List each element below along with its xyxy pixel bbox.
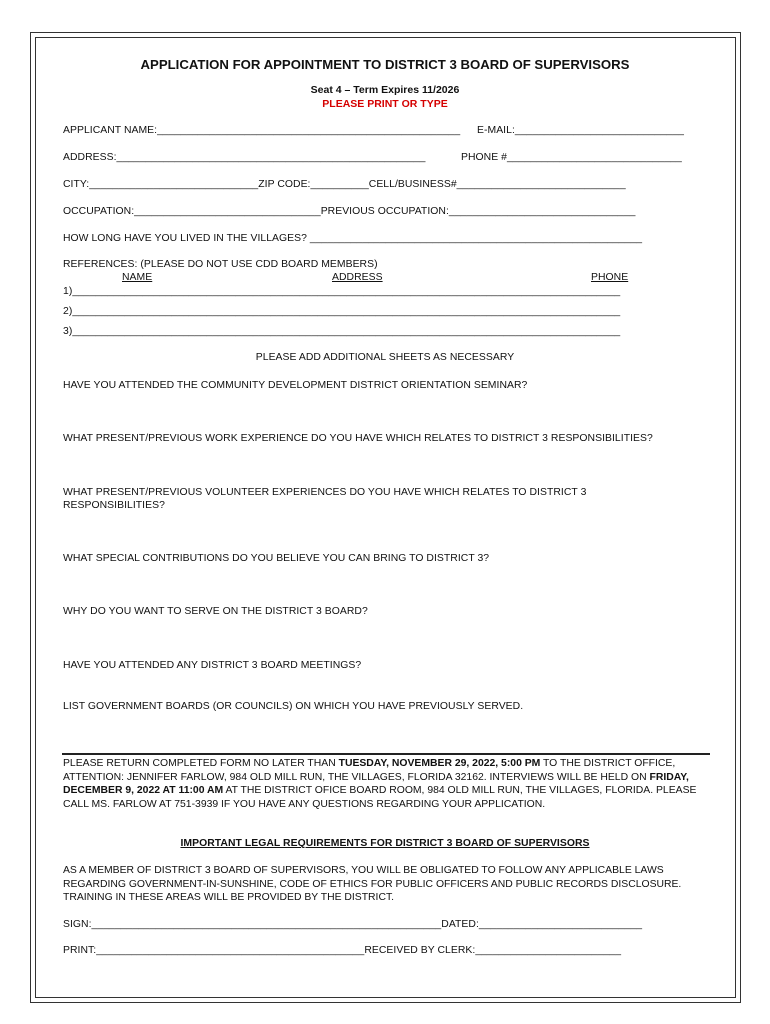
question-government-boards: LIST GOVERNMENT BOARDS (OR COUNCILS) ON WHICH YOU HAVE PREVIOUSLY SERVED. <box>63 701 524 712</box>
additional-sheets-note: PLEASE ADD ADDITIONAL SHEETS AS NECESSARY <box>255 352 515 363</box>
interview-date: FRIDAY, DECEMBER 9, 2022 AT 11:00 AM <box>63 771 689 796</box>
question-contributions: WHAT SPECIAL CONTRIBUTIONS DO YOU BELIEVE YOU CAN BRING TO DISTRICT 3? <box>63 553 490 564</box>
print-note: PLEASE PRINT OR TYPE <box>322 98 448 110</box>
ref-col-address: ADDRESS <box>332 272 383 283</box>
email-field[interactable]: E-MAIL:_____________________________ <box>477 125 684 136</box>
question-meetings: HAVE YOU ATTENDED ANY DISTRICT 3 BOARD MEETINGS? <box>63 660 362 671</box>
reference-line-1[interactable]: 1)______________________________________________________________________________________________ <box>63 286 621 297</box>
references-heading: REFERENCES: (PLEASE DO NOT USE CDD BOARD MEMBERS) <box>63 259 378 270</box>
ref-col-phone: PHONE <box>591 272 629 283</box>
question-volunteer-line1: WHAT PRESENT/PREVIOUS VOLUNTEER EXPERIENCES DO YOU HAVE WHICH RELATES TO DISTRICT 3 <box>63 487 587 498</box>
form-title: APPLICATION FOR APPOINTMENT TO DISTRICT 3 BOARD OF SUPERVISORS <box>140 57 630 72</box>
ref-col-name: NAME <box>122 272 153 283</box>
signature-date-row[interactable]: SIGN:____________________________________________________________DATED:____________________________ <box>63 919 643 930</box>
residence-duration-field[interactable]: HOW LONG HAVE YOU LIVED IN THE VILLAGES? _________________________________________________________ <box>63 233 643 244</box>
occupation-row[interactable]: OCCUPATION:________________________________PREVIOUS OCCUPATION:________________________________ <box>63 206 636 217</box>
legal-heading: IMPORTANT LEGAL REQUIREMENTS FOR DISTRICT 3 BOARD OF SUPERVISORS <box>180 838 590 849</box>
section-divider <box>62 753 710 755</box>
city-zip-cell-row[interactable]: CITY:_____________________________ZIP CODE:__________CELL/BUSINESS#_____________________________ <box>63 179 626 190</box>
seat-term: Seat 4 – Term Expires 11/2026 <box>310 84 460 96</box>
question-work-experience: WHAT PRESENT/PREVIOUS WORK EXPERIENCE DO YOU HAVE WHICH RELATES TO DISTRICT 3 RESPONSIBILITIES? <box>63 433 653 444</box>
return-instructions <box>63 757 718 811</box>
return-text-1: PLEASE RETURN COMPLETED FORM NO LATER THAN <box>63 758 339 769</box>
question-volunteer-line2: RESPONSIBILITIES? <box>63 500 165 511</box>
question-why-serve: WHY DO YOU WANT TO SERVE ON THE DISTRICT 3 BOARD? <box>63 606 368 617</box>
applicant-name-field[interactable]: APPLICANT NAME:____________________________________________________ <box>63 125 461 136</box>
return-text-3: AT THE DISTRICT OFICE BOARD ROOM, 984 OLD MILL RUN, THE VILLAGES, FLORIDA. PLEASE CALL MS. FARLOW AT 751-3939 IF YOU HAVE ANY QUESTIONS REGARDING YOUR APPLICATION. <box>63 785 697 810</box>
phone-field[interactable]: PHONE #______________________________ <box>461 152 682 163</box>
reference-line-3[interactable]: 3)______________________________________________________________________________________________ <box>63 326 621 337</box>
return-text-2: TO THE DISTRICT OFFICE, ATTENTION: JENNIFER FARLOW, 984 OLD MILL RUN, THE VILLAGES, FLORIDA 32162. INTERVIEWS WILL BE HELD ON <box>63 758 676 783</box>
address-field[interactable]: ADDRESS:_____________________________________________________ <box>63 152 426 163</box>
legal-requirements-text: AS A MEMBER OF DISTRICT 3 BOARD OF SUPERVISORS, YOU WILL BE OBLIGATED TO FOLLOW ANY APPLICABLE LAWS REGARDING GOVERNMENT-IN-SUNSHINE, CODE OF ETHICS FOR PUBLIC OFFICERS AND PUBLIC RECORDS DISCLOSURE. TRAINING IN THESE AREAS WILL BE PROVIDED BY THE DISTRICT. <box>63 865 682 903</box>
print-clerk-row[interactable]: PRINT:______________________________________________RECEIVED BY CLERK:_________________________ <box>63 945 622 956</box>
question-orientation: HAVE YOU ATTENDED THE COMMUNITY DEVELOPMENT DISTRICT ORIENTATION SEMINAR? <box>63 380 528 391</box>
return-deadline: TUESDAY, NOVEMBER 29, 2022, 5:00 PM <box>338 758 541 769</box>
reference-line-2[interactable]: 2)______________________________________________________________________________________________ <box>63 306 621 317</box>
